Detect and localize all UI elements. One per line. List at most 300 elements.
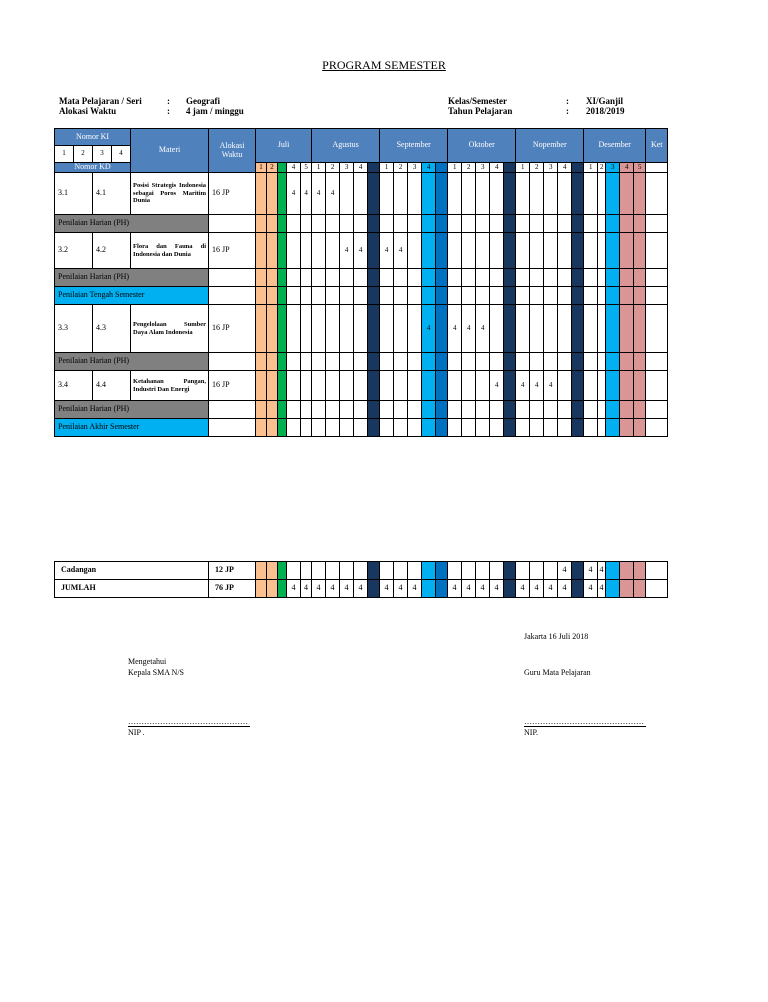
jumlah-week-cell: 4 xyxy=(476,580,490,598)
jumlah-week-cell: 4 xyxy=(462,580,476,598)
ki-number: 1 xyxy=(55,146,74,163)
kd-week-cell xyxy=(558,173,572,215)
alokasi-header: Alokasi Waktu xyxy=(209,129,256,173)
pts-week-cell xyxy=(312,287,326,305)
ki-number-cell: 3.1 xyxy=(55,173,93,215)
pts-week-cell xyxy=(584,287,598,305)
kd-week-cell: 4 xyxy=(301,173,312,215)
ph-week-cell xyxy=(312,401,326,419)
kd-week-cell xyxy=(267,305,278,353)
ph-week-cell xyxy=(598,401,606,419)
kd-week-cell xyxy=(256,371,267,401)
kd-number-cell: 4.2 xyxy=(93,233,131,269)
ph-week-cell xyxy=(394,401,408,419)
week-label: 2 xyxy=(267,163,278,173)
week-label: 1 xyxy=(584,163,598,173)
pts-week-cell xyxy=(476,287,490,305)
kd-week-cell: 4 xyxy=(516,371,530,401)
kd-week-cell xyxy=(572,173,584,215)
kd-week-cell xyxy=(394,173,408,215)
ph-week-cell xyxy=(408,401,422,419)
pts-week-cell xyxy=(326,287,340,305)
pts-week-cell xyxy=(380,287,394,305)
ph-week-cell xyxy=(301,269,312,287)
ph-week-cell xyxy=(476,353,490,371)
ph-week-cell xyxy=(516,353,530,371)
ph-week-cell xyxy=(340,269,354,287)
pas-week-cell xyxy=(620,419,634,437)
jumlah-week-cell: 4 xyxy=(380,580,394,598)
ph-week-cell xyxy=(408,215,422,233)
ph-week-cell xyxy=(380,269,394,287)
ph-week-cell xyxy=(287,353,301,371)
ph-week-cell xyxy=(267,215,278,233)
ph-week-cell xyxy=(380,353,394,371)
kd-number-cell: 4.3 xyxy=(93,305,131,353)
cadangan-week-cell xyxy=(287,562,301,580)
ket-cell xyxy=(646,353,668,371)
ph-week-cell xyxy=(516,215,530,233)
alokasi-cell: 16 JP xyxy=(209,173,256,215)
week-label: 3 xyxy=(544,163,558,173)
ph-week-cell xyxy=(256,269,267,287)
ket-cell xyxy=(646,580,668,598)
ph-week-cell xyxy=(462,353,476,371)
kd-week-cell xyxy=(267,173,278,215)
ph-week-cell xyxy=(584,401,598,419)
ph-week-cell xyxy=(530,353,544,371)
kd-week-cell xyxy=(620,305,634,353)
ket-header: Ket xyxy=(646,129,668,163)
jumlah-week-cell: 4 xyxy=(287,580,301,598)
kd-week-cell xyxy=(408,371,422,401)
pts-week-cell xyxy=(516,287,530,305)
pts-week-cell xyxy=(558,287,572,305)
ph-week-cell xyxy=(620,353,634,371)
ph-week-cell xyxy=(598,353,606,371)
ph-week-cell xyxy=(278,401,287,419)
alokasi-cell xyxy=(209,269,256,287)
kd-week-cell xyxy=(634,371,646,401)
ph-week-cell xyxy=(598,269,606,287)
ph-week-cell xyxy=(312,269,326,287)
ph-week-cell xyxy=(340,215,354,233)
jumlah-week-cell: 4 xyxy=(584,580,598,598)
pts-week-cell xyxy=(634,287,646,305)
ph-week-cell xyxy=(516,269,530,287)
pas-week-cell xyxy=(380,419,394,437)
kd-week-cell xyxy=(448,233,462,269)
program-table xyxy=(54,128,668,437)
kd-week-cell xyxy=(476,173,490,215)
ph-week-cell xyxy=(278,269,287,287)
week-label: 3 xyxy=(408,163,422,173)
cadangan-week-cell xyxy=(530,562,544,580)
kd-week-cell xyxy=(476,233,490,269)
kd-week-cell xyxy=(368,233,380,269)
kepala-text: Kepala SMA N/S xyxy=(128,668,184,677)
ki-number-cell: 3.3 xyxy=(55,305,93,353)
kd-week-cell: 4 xyxy=(354,233,368,269)
pts-week-cell xyxy=(504,287,516,305)
kd-week-cell xyxy=(634,233,646,269)
kd-week-cell xyxy=(340,371,354,401)
nip-right: NIP. xyxy=(524,728,539,737)
kd-week-cell xyxy=(354,305,368,353)
pts-week-cell xyxy=(530,287,544,305)
alokasi-cell xyxy=(209,287,256,305)
ki-number-cell: 3.2 xyxy=(55,233,93,269)
pas-week-cell xyxy=(368,419,380,437)
week-label: 2 xyxy=(326,163,340,173)
alokasi-value: 4 jam / minggu xyxy=(186,106,244,116)
ph-week-cell xyxy=(606,401,620,419)
kd-week-cell xyxy=(326,233,340,269)
ph-week-cell xyxy=(558,215,572,233)
kd-week-cell xyxy=(530,233,544,269)
kd-week-cell xyxy=(354,371,368,401)
ph-week-cell xyxy=(504,353,516,371)
kd-week-cell xyxy=(267,233,278,269)
kd-week-cell xyxy=(634,305,646,353)
ph-label: Penilaian Harian (PH) xyxy=(55,269,209,287)
pas-week-cell xyxy=(572,419,584,437)
month-header-desember: Desember xyxy=(584,129,646,163)
ph-week-cell xyxy=(634,215,646,233)
kd-week-cell xyxy=(516,233,530,269)
jumlah-week-cell: 4 xyxy=(530,580,544,598)
ph-week-cell xyxy=(256,401,267,419)
nomor-ki-header: Nomor KI xyxy=(55,129,131,146)
kd-week-cell xyxy=(326,371,340,401)
kd-week-cell xyxy=(436,233,448,269)
pts-week-cell xyxy=(606,287,620,305)
materi-cell: Flora dan Fauna di Indonesia dan Dunia xyxy=(131,233,209,269)
kd-week-cell xyxy=(584,371,598,401)
pas-week-cell xyxy=(287,419,301,437)
kd-week-cell xyxy=(620,233,634,269)
kd-week-cell xyxy=(584,233,598,269)
ki-number: 2 xyxy=(74,146,93,163)
ph-week-cell xyxy=(606,269,620,287)
kd-week-cell xyxy=(448,173,462,215)
materi-header: Materi xyxy=(131,129,209,173)
cadangan-week-cell xyxy=(490,562,504,580)
kd-week-cell xyxy=(490,233,504,269)
week-label: 2 xyxy=(530,163,544,173)
pts-week-cell xyxy=(340,287,354,305)
kd-week-cell xyxy=(408,305,422,353)
kd-week-cell xyxy=(368,371,380,401)
cadangan-week-cell: 4 xyxy=(598,562,606,580)
ph-week-cell xyxy=(256,353,267,371)
ph-week-cell xyxy=(287,401,301,419)
kd-week-cell xyxy=(287,371,301,401)
ph-week-cell xyxy=(462,215,476,233)
ki-number-cell: 3.4 xyxy=(55,371,93,401)
kd-week-cell xyxy=(504,173,516,215)
jumlah-week-cell: 4 xyxy=(490,580,504,598)
ph-week-cell xyxy=(354,401,368,419)
week-label xyxy=(436,163,448,173)
ket-cell xyxy=(646,173,668,215)
ph-week-cell xyxy=(584,353,598,371)
jumlah-week-cell: 4 xyxy=(312,580,326,598)
kelas-colon: : xyxy=(566,96,569,106)
ph-week-cell xyxy=(504,215,516,233)
ph-week-cell xyxy=(408,353,422,371)
pts-week-cell xyxy=(436,287,448,305)
ph-week-cell xyxy=(530,215,544,233)
kd-week-cell: 4 xyxy=(490,371,504,401)
cadangan-week-cell xyxy=(422,562,436,580)
ket-cell xyxy=(646,401,668,419)
jumlah-week-cell: 4 xyxy=(301,580,312,598)
kelas-label: Kelas/Semester xyxy=(448,96,507,106)
jumlah-week-cell xyxy=(422,580,436,598)
week-label: 3 xyxy=(340,163,354,173)
week-label: 4 xyxy=(422,163,436,173)
month-header-agustus: Agustus xyxy=(312,129,380,163)
jumlah-week-cell: 4 xyxy=(598,580,606,598)
ph-label: Penilaian Harian (PH) xyxy=(55,353,209,371)
pas-week-cell xyxy=(544,419,558,437)
kd-week-cell xyxy=(504,371,516,401)
cadangan-week-cell xyxy=(394,562,408,580)
kd-week-cell xyxy=(256,233,267,269)
summary-table xyxy=(54,561,668,598)
jumlah-week-cell: 4 xyxy=(544,580,558,598)
kd-week-cell xyxy=(340,305,354,353)
cadangan-week-cell xyxy=(504,562,516,580)
kd-week-cell xyxy=(287,305,301,353)
ph-week-cell xyxy=(490,215,504,233)
week-label: 1 xyxy=(448,163,462,173)
ph-week-cell xyxy=(326,353,340,371)
kd-week-cell xyxy=(558,305,572,353)
pts-week-cell xyxy=(256,287,267,305)
kd-week-cell xyxy=(380,371,394,401)
pts-week-cell xyxy=(572,287,584,305)
kd-week-cell xyxy=(301,371,312,401)
kd-week-cell xyxy=(312,371,326,401)
alokasi-label: Alokasi Waktu xyxy=(59,106,117,116)
alokasi-cell xyxy=(209,215,256,233)
kd-week-cell xyxy=(572,371,584,401)
cadangan-week-cell xyxy=(448,562,462,580)
jumlah-week-cell: 4 xyxy=(354,580,368,598)
ph-week-cell xyxy=(394,215,408,233)
kd-week-cell: 4 xyxy=(530,371,544,401)
ph-week-cell xyxy=(504,269,516,287)
ph-week-cell xyxy=(634,269,646,287)
kd-week-cell xyxy=(394,371,408,401)
ph-week-cell xyxy=(448,401,462,419)
cadangan-week-cell: 4 xyxy=(584,562,598,580)
ph-week-cell xyxy=(462,269,476,287)
pts-week-cell xyxy=(490,287,504,305)
pts-week-cell xyxy=(448,287,462,305)
ph-week-cell xyxy=(606,215,620,233)
kd-week-cell xyxy=(326,305,340,353)
ph-week-cell xyxy=(312,353,326,371)
month-header-nopember: Nopember xyxy=(516,129,584,163)
kd-week-cell xyxy=(256,305,267,353)
ph-week-cell xyxy=(516,401,530,419)
kd-week-cell xyxy=(354,173,368,215)
ket-cell xyxy=(646,215,668,233)
ph-week-cell xyxy=(326,269,340,287)
jumlah-week-cell xyxy=(436,580,448,598)
pas-week-cell xyxy=(354,419,368,437)
pts-week-cell xyxy=(301,287,312,305)
kd-week-cell xyxy=(462,371,476,401)
ph-week-cell xyxy=(267,269,278,287)
kd-week-cell: 4 xyxy=(422,305,436,353)
ph-week-cell xyxy=(394,269,408,287)
cadangan-week-cell xyxy=(278,562,287,580)
ph-week-cell xyxy=(476,215,490,233)
kd-week-cell xyxy=(490,305,504,353)
jumlah-week-cell xyxy=(572,580,584,598)
jumlah-week-cell: 4 xyxy=(558,580,572,598)
kd-week-cell xyxy=(278,371,287,401)
pas-label: Penilaian Akhir Semester xyxy=(55,419,209,437)
pts-week-cell xyxy=(408,287,422,305)
kd-week-cell xyxy=(462,233,476,269)
alokasi-cell xyxy=(209,353,256,371)
materi-cell: Ketahanan Pangan, Industri Dan Energi xyxy=(131,371,209,401)
kd-week-cell xyxy=(598,173,606,215)
cadangan-week-cell xyxy=(267,562,278,580)
kd-week-cell xyxy=(408,173,422,215)
ket-cell xyxy=(646,233,668,269)
alokasi-cell xyxy=(209,401,256,419)
kd-week-cell xyxy=(606,305,620,353)
cadangan-value: 12 JP xyxy=(209,562,256,580)
pts-week-cell xyxy=(462,287,476,305)
kd-week-cell xyxy=(301,305,312,353)
cadangan-week-cell xyxy=(408,562,422,580)
jumlah-week-cell xyxy=(256,580,267,598)
jumlah-week-cell xyxy=(278,580,287,598)
pas-week-cell xyxy=(448,419,462,437)
pts-week-cell xyxy=(394,287,408,305)
ph-week-cell xyxy=(380,215,394,233)
ph-week-cell xyxy=(476,269,490,287)
ph-week-cell xyxy=(504,401,516,419)
ph-week-cell xyxy=(422,401,436,419)
ph-week-cell xyxy=(301,215,312,233)
kd-week-cell: 4 xyxy=(380,233,394,269)
cadangan-week-cell xyxy=(368,562,380,580)
pts-week-cell xyxy=(368,287,380,305)
kd-week-cell xyxy=(408,233,422,269)
ph-week-cell xyxy=(490,401,504,419)
kd-week-cell xyxy=(620,371,634,401)
week-label: 3 xyxy=(606,163,620,173)
week-label: 2 xyxy=(394,163,408,173)
jumlah-week-cell: 4 xyxy=(340,580,354,598)
pts-week-cell xyxy=(267,287,278,305)
pas-week-cell xyxy=(312,419,326,437)
kd-week-cell xyxy=(584,305,598,353)
jumlah-week-cell: 4 xyxy=(326,580,340,598)
kd-week-cell xyxy=(422,173,436,215)
kd-week-cell xyxy=(448,371,462,401)
pas-week-cell xyxy=(340,419,354,437)
ph-week-cell xyxy=(544,215,558,233)
kd-week-cell: 4 xyxy=(312,173,326,215)
pas-week-cell xyxy=(516,419,530,437)
kd-week-cell xyxy=(516,173,530,215)
pts-week-cell xyxy=(422,287,436,305)
kd-week-cell xyxy=(422,233,436,269)
ph-week-cell xyxy=(422,269,436,287)
kd-week-cell xyxy=(436,305,448,353)
jumlah-week-cell: 4 xyxy=(448,580,462,598)
signature-line-right: ……………………………………… xyxy=(524,717,644,726)
nip-left: NIP . xyxy=(128,728,145,737)
ph-week-cell xyxy=(354,269,368,287)
mengetahui-text: Mengetahui xyxy=(128,657,167,666)
kd-week-cell: 4 xyxy=(476,305,490,353)
ki-number: 4 xyxy=(112,146,131,163)
kd-week-cell xyxy=(544,305,558,353)
kd-week-cell xyxy=(558,233,572,269)
materi-cell: Pengelolaan Sumber Daya Alam Indonesia xyxy=(131,305,209,353)
kd-week-cell xyxy=(634,173,646,215)
kd-week-cell xyxy=(598,371,606,401)
ph-week-cell xyxy=(572,215,584,233)
pts-week-cell xyxy=(598,287,606,305)
month-header-juli: Juli xyxy=(256,129,312,163)
place-date: Jakarta 16 Juli 2018 xyxy=(524,632,589,641)
ket-cell xyxy=(646,562,668,580)
week-label: 3 xyxy=(476,163,490,173)
materi-cell: Posisi Strategis Indonesia sebagai Poros Maritim Dunia xyxy=(131,173,209,215)
kd-week-cell xyxy=(572,233,584,269)
ph-week-cell xyxy=(326,215,340,233)
jumlah-week-cell xyxy=(368,580,380,598)
week-label: 4 xyxy=(558,163,572,173)
jumlah-week-cell xyxy=(504,580,516,598)
alokasi-colon: : xyxy=(167,106,170,116)
page-title: PROGRAM SEMESTER xyxy=(322,58,446,72)
ph-week-cell xyxy=(436,401,448,419)
cadangan-week-cell: 4 xyxy=(558,562,572,580)
kd-week-cell: 4 xyxy=(340,233,354,269)
ph-week-cell xyxy=(436,269,448,287)
kd-week-cell xyxy=(278,305,287,353)
kd-week-cell xyxy=(462,173,476,215)
ph-week-cell xyxy=(422,353,436,371)
ph-week-cell xyxy=(544,353,558,371)
pas-week-cell xyxy=(634,419,646,437)
cadangan-week-cell xyxy=(326,562,340,580)
mapel-colon: : xyxy=(167,96,170,106)
kd-week-cell xyxy=(476,371,490,401)
pas-week-cell xyxy=(278,419,287,437)
pas-week-cell xyxy=(504,419,516,437)
jumlah-label: JUMLAH xyxy=(55,580,209,598)
guru-text: Guru Mata Pelajaran xyxy=(524,668,591,677)
ph-week-cell xyxy=(312,215,326,233)
ph-week-cell xyxy=(598,215,606,233)
kd-week-cell xyxy=(380,305,394,353)
kd-week-cell xyxy=(301,233,312,269)
ph-week-cell xyxy=(584,215,598,233)
